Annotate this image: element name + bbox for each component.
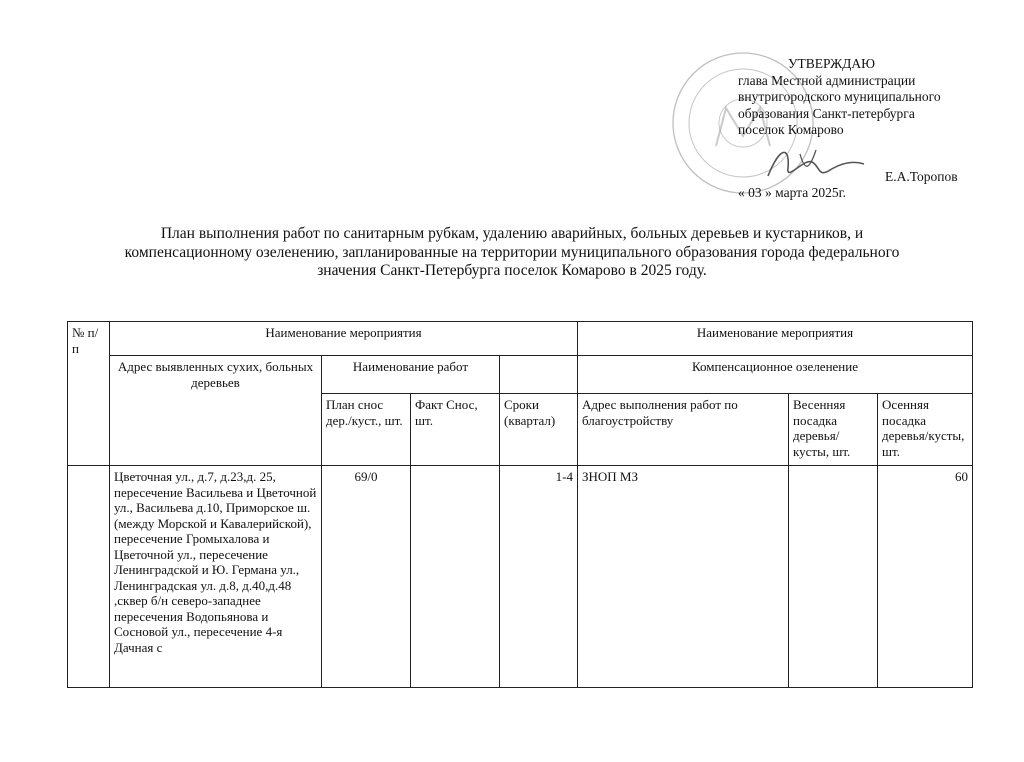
cell-fact	[411, 466, 500, 688]
header-group-left: Наименование мероприятия	[110, 322, 578, 356]
header-works: Наименование работ	[322, 356, 500, 394]
approval-line: внутригородского муниципального	[738, 89, 941, 104]
cell-autumn: 60	[878, 466, 973, 688]
header-work-address: Адрес выполнения работ по благоустройству	[578, 394, 789, 466]
cell-plan: 69/0	[322, 466, 411, 688]
cell-terms: 1-4	[500, 466, 578, 688]
header-group-right: Наименование мероприятия	[578, 322, 973, 356]
header-row-1	[68, 322, 973, 356]
header-address: Адрес выявленных сухих, больных деревьев	[110, 356, 322, 466]
cell-address: Цветочная ул., д.7, д.23,д. 25, пересечение Васильева и Цветочной ул., Васильева д.10, Приморское ш. (между Морской и Кавалерийской), пересечение Громыхалова и Цветочной ул., пересечение Ленинградской и Ю. Германа ул., Ленинградская ул. д.8, д.40,д.48 ,сквер б/н северо-западнее пересечения Водопьянова и Сосновой ул., пересечение 4-я Дачная с	[110, 466, 322, 688]
approval-heading: УТВЕРЖДАЮ	[788, 56, 876, 71]
title-line: значения Санкт-Петербурга поселок Комарово в 2025 году.	[317, 262, 707, 279]
cell-spring	[789, 466, 878, 688]
signer-name: Е.А.Торопов	[885, 168, 958, 184]
plan-table	[67, 321, 973, 688]
approval-line: поселок Комарово	[738, 122, 844, 137]
header-terms: Сроки (квартал)	[500, 394, 578, 466]
header-row-2	[68, 356, 973, 394]
approval-line: образования Санкт-петербурга	[738, 105, 915, 121]
header-empty	[500, 356, 578, 394]
cell-num	[68, 466, 110, 688]
title-line: компенсационному озеленению, запланированные на территории муниципального образования города федерального	[124, 243, 900, 261]
cell-work-address: ЗНОП МЗ	[578, 466, 789, 688]
header-fact: Факт Снос, шт.	[411, 394, 500, 466]
header-num: № п/п	[68, 322, 110, 466]
header-autumn: Осенняя посадка деревья/кусты, шт.	[878, 394, 973, 466]
header-spring: Весенняя посадка деревья/кусты, шт.	[789, 394, 878, 466]
header-plan: План снос дер./куст., шт.	[322, 394, 411, 466]
title-line: План выполнения работ по санитарным рубкам, удалению аварийных, больных деревьев и кустарников, и	[160, 225, 864, 242]
document-title	[60, 225, 964, 281]
table-row	[68, 466, 973, 688]
header-compensation: Компенсационное озеленение	[578, 356, 973, 394]
approval-block	[738, 56, 998, 202]
approval-line: глава Местной администрации	[738, 72, 916, 88]
approval-date: « 03 » марта 2025г.	[738, 185, 846, 200]
